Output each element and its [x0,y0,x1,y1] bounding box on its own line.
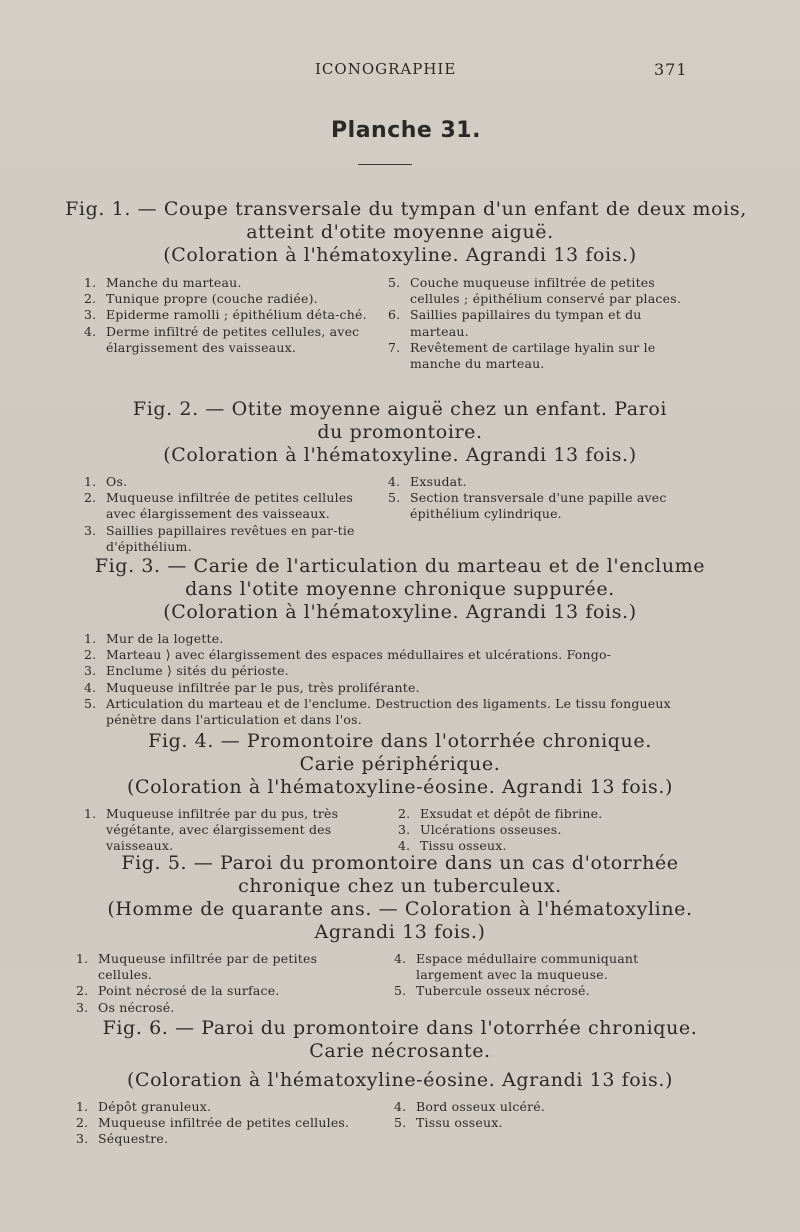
item-number: 6. [388,307,401,323]
figure-caption [0,398,800,467]
item-number: 2. [84,291,97,307]
figure-items [0,474,800,558]
caption-line: Fig. 4. — Promontoire dans l'otorrhée chronique. [148,730,652,752]
list-item [76,1000,366,1016]
item-text: Muqueuse infiltrée de petites cellules. [98,1115,350,1131]
item-text: Enclume ⟩ sités du périoste. [106,663,289,679]
item-number: 7. [388,339,401,355]
item-number: 3. [84,522,97,538]
list-item [84,490,374,522]
item-number: 4. [394,951,407,966]
item-number: 3. [398,822,411,838]
item-number: 1. [84,631,97,646]
figure-caption [0,1017,800,1092]
list-item [76,951,366,983]
item-number: 5. [394,983,407,999]
item-text: Exsudat. [410,474,467,489]
caption-line: Fig. 1. — Coupe transversale du tympan d'un enfant de deux mois, [65,198,747,220]
item-text: Revêtement de cartilage hyalin sur le manche du marteau. [410,339,656,372]
item-number: 1. [76,951,89,966]
item-number: 4. [388,474,401,489]
item-text: Mur de la logette. [106,631,224,646]
caption-line: (Homme de quarante ans. — Coloration à l'hématoxyline. [107,898,693,920]
list-item [388,490,688,522]
caption-line: (Coloration à l'hématoxyline-éosine. Agrandi 13 fois.) [126,1069,674,1091]
list-item [84,324,374,356]
items-right-column [388,474,688,523]
item-text: Tissu osseux. [420,838,507,854]
item-number: 3. [84,663,97,679]
item-text: Muqueuse infiltrée par de petites cellules. [98,951,318,983]
list-item [394,983,694,999]
list-item [84,275,374,291]
list-item [84,631,694,647]
item-text: Point nécrosé de la surface. [98,983,280,999]
items-full-column [84,631,694,728]
item-number: 5. [84,695,97,711]
caption-line: Carie périphérique. [299,753,501,775]
caption-line: Fig. 3. — Carie de l'articulation du marteau et de l'enclume [94,555,706,577]
item-number: 1. [84,806,97,821]
plate-title: Planche 31. [331,118,481,143]
item-number: 3. [76,999,89,1015]
list-item [84,806,374,855]
item-text: Muqueuse infiltrée par le pus, très proliférante. [106,679,420,695]
item-text: Espace médullaire communiquant largement avec la muqueuse. [416,951,639,983]
item-text: Saillies papillaires du tympan et du marteau. [410,307,642,339]
list-item [394,951,694,983]
caption-line: Fig. 2. — Otite moyenne aiguë chez un enfant. Paroi [132,398,668,420]
list-item [398,822,688,838]
item-text: Derme infiltré de petites cellules, avec élargissement des vaisseaux. [106,323,360,355]
caption-line: Fig. 5. — Paroi du promontoire dans un cas d'otorrhée [121,852,679,874]
item-text: Bord osseux ulcéré. [416,1099,546,1114]
item-text: Saillies papillaires revêtues en par-tie d'épithélium. [106,522,355,554]
item-number: 1. [84,275,97,290]
items-right-column [398,806,688,855]
list-item [84,680,694,696]
item-number: 2. [84,490,97,506]
items-left-column [76,951,366,1016]
item-number: 4. [84,323,97,339]
list-item [388,474,688,490]
list-item [394,1115,694,1131]
item-number: 4. [398,838,411,854]
item-text: Dépôt granuleux. [98,1099,212,1114]
figure-items [0,1099,800,1151]
list-item [398,806,688,822]
list-item [84,523,374,555]
item-number: 5. [388,275,401,290]
list-item [84,696,694,728]
caption-line: (Coloration à l'hématoxyline. Agrandi 13 fois.) [163,444,637,466]
page-number: 371 [654,60,688,79]
list-item [388,275,688,307]
list-item [84,474,374,490]
list-item [84,307,374,323]
items-right-column [388,275,688,372]
item-text: Muqueuse infiltrée de petites cellules avec élargissement des vaisseaux. [106,490,354,522]
caption-line: Carie nécrosante. [309,1040,491,1062]
item-text: Tissu osseux. [416,1115,503,1131]
caption-line: dans l'otite moyenne chronique suppurée. [185,578,615,600]
figure-6-legend [0,1017,800,1151]
item-text: Articulation du marteau et de l'enclume. Destruction des ligaments. Le tissu fongueux pénètre dans l'articulation et dans l'os. [106,695,671,728]
item-text: Tunique propre (couche radiée). [106,291,318,307]
figure-4-legend [0,730,800,858]
item-number: 2. [76,1115,89,1131]
list-item [388,340,688,372]
item-number: 2. [76,983,89,999]
caption-line: chronique chez un tuberculeux. [238,875,562,897]
item-text: Os nécrosé. [98,999,175,1015]
items-right-column [394,1099,694,1131]
item-number: 1. [76,1099,89,1114]
item-text: Marteau ⟩ avec élargissement des espaces médullaires et ulcérations. Fongo- [106,647,612,663]
items-left-column [84,275,374,356]
list-item [84,663,694,679]
items-left-column [84,474,374,555]
figure-2-legend [0,398,800,558]
item-number: 5. [394,1115,407,1131]
caption-line: (Coloration à l'hématoxyline-éosine. Agrandi 13 fois.) [126,776,674,798]
figure-items [0,631,800,729]
list-item [84,291,374,307]
item-text: Os. [106,474,128,489]
item-number: 1. [84,474,97,489]
items-right-column [394,951,694,1000]
list-item [388,307,688,339]
list-item [394,1099,694,1115]
figure-5-legend [0,852,800,1017]
figure-3-legend [0,555,800,729]
figure-items [0,806,800,858]
item-text: Tubercule osseux nécrosé. [416,983,590,999]
running-header [0,60,800,84]
item-text: Exsudat et dépôt de fibrine. [420,806,603,821]
caption-line: atteint d'otite moyenne aiguë. [246,221,554,243]
item-number: 2. [398,806,411,821]
list-item [76,1131,376,1147]
item-number: 3. [76,1131,89,1147]
caption-line: Agrandi 13 fois.) [314,921,486,943]
figure-caption [0,555,800,624]
caption-line: du promontoire. [317,421,483,443]
figure-caption [0,852,800,944]
figure-1-legend [0,198,800,385]
caption-line: Fig. 6. — Paroi du promontoire dans l'otorrhée chronique. [102,1017,698,1039]
list-item [76,1099,376,1115]
item-number: 4. [84,679,97,695]
item-text: Manche du marteau. [106,275,242,290]
items-left-column [84,806,374,855]
figure-items [0,951,800,1017]
figure-caption [0,198,800,267]
item-text: Couche muqueuse infiltrée de petites cellules ; épithélium conservé par places. [410,275,681,307]
list-item [84,647,694,663]
items-left-column [76,1099,376,1148]
caption-line: (Coloration à l'hématoxyline. Agrandi 13 fois.) [163,601,637,623]
item-number: 5. [388,490,401,506]
running-title: ICONOGRAPHIE [315,60,457,78]
item-text: Section transversale d'une papille avec épithélium cylindrique. [410,490,667,522]
caption-line: (Coloration à l'hématoxyline. Agrandi 13 fois.) [163,244,637,266]
list-item [76,983,366,999]
item-text: Epiderme ramolli ; épithélium déta-ché. [106,307,367,323]
figure-caption [0,730,800,799]
item-text: Séquestre. [98,1131,169,1147]
list-item [76,1115,376,1131]
figure-items [0,275,800,385]
item-text: Ulcérations osseuses. [420,822,562,838]
item-text: Muqueuse infiltrée par du pus, très végétante, avec élargissement des vaisseaux. [106,806,339,854]
item-number: 4. [394,1099,407,1114]
item-number: 3. [84,307,97,323]
title-rule [358,164,412,165]
item-number: 2. [84,647,97,663]
